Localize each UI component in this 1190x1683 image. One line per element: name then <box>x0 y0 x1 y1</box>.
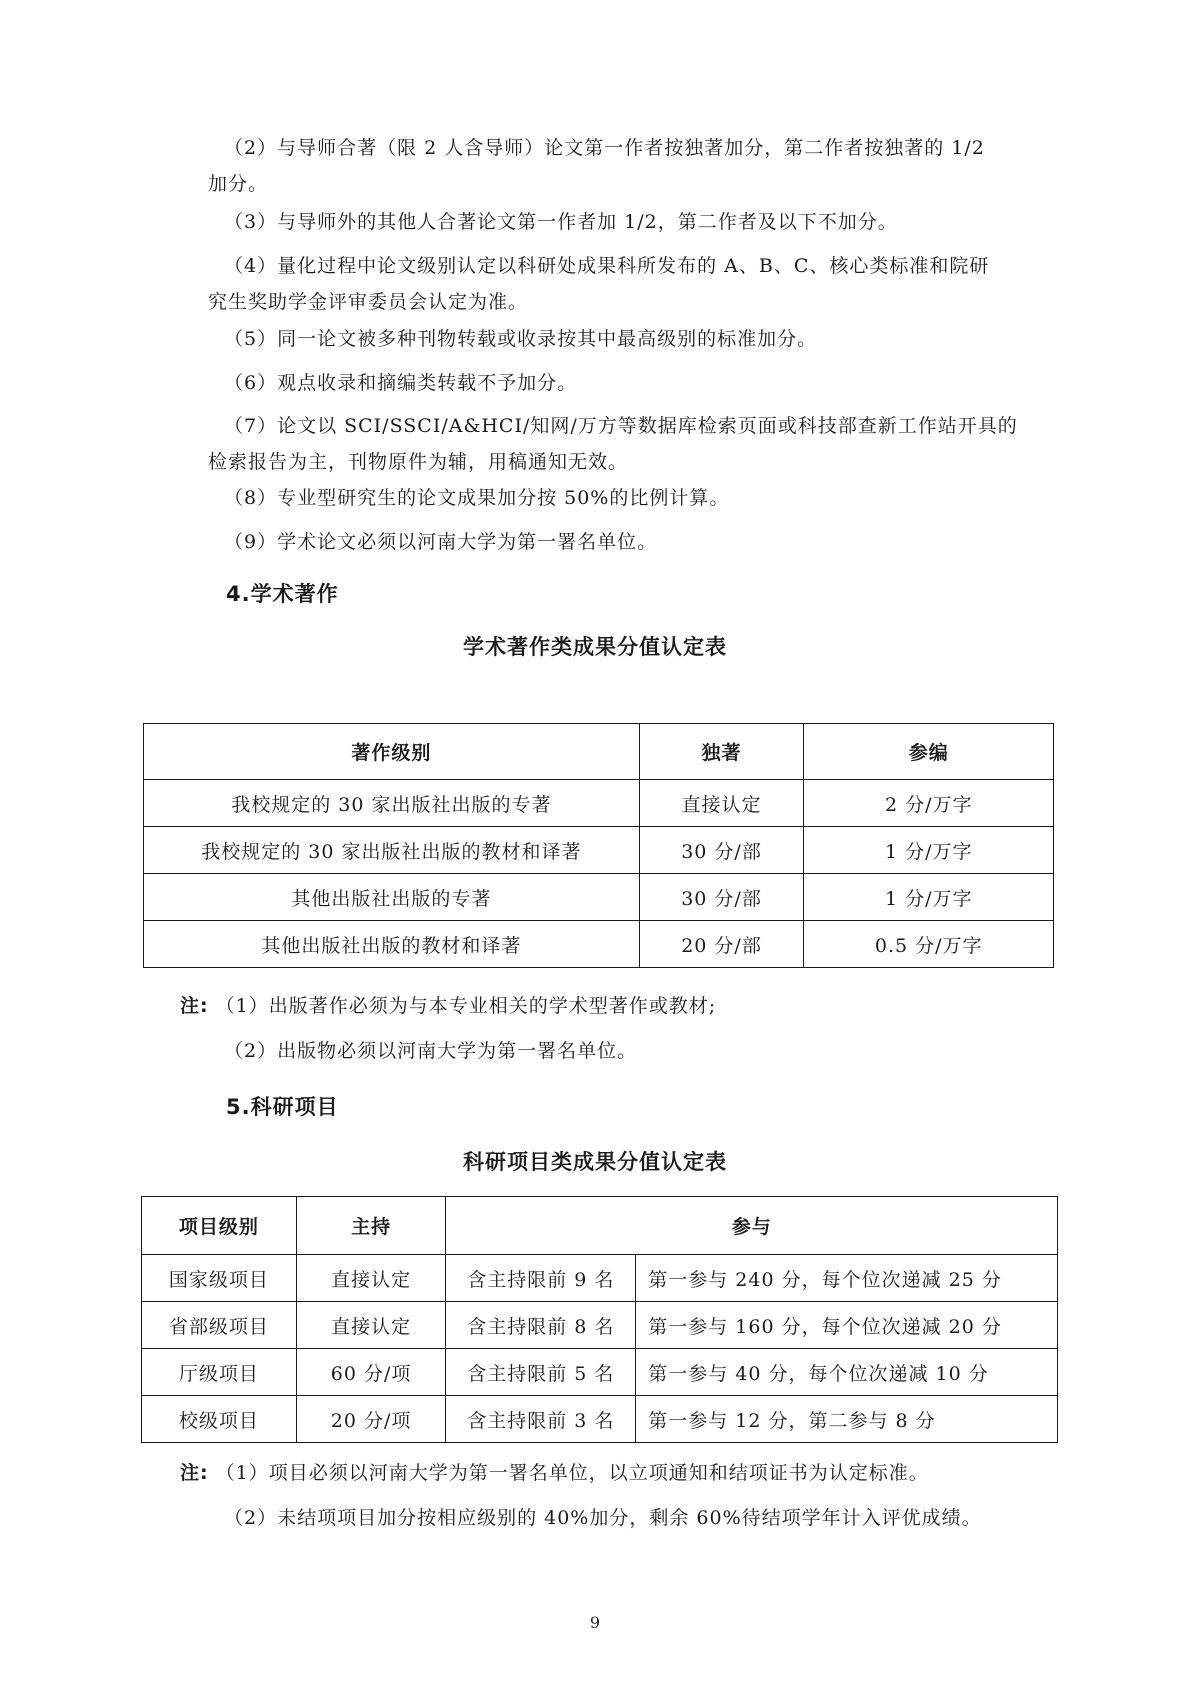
table-cell: 20 分/部 <box>639 921 804 968</box>
table-row <box>142 1302 1058 1349</box>
paper-rule-6: （6）观点收录和摘编类转载不予加分。 <box>224 372 578 394</box>
paper-rule-2 <box>208 130 1014 202</box>
table-cell: 0.5 分/万字 <box>804 921 1054 968</box>
table-row <box>142 1255 1058 1302</box>
table-cell: 其他出版社出版的教材和译著 <box>144 921 640 968</box>
header-participate: 参与 <box>446 1197 1058 1255</box>
header-project-level: 项目级别 <box>142 1197 297 1255</box>
section-5-table-title: 科研项目类成果分值认定表 <box>463 1150 727 1174</box>
paper-rule-4-line1: （4）量化过程中论文级别认定以科研处成果科所发布的 A、B、C、核心类标准和院研 <box>224 255 990 277</box>
note-label: 注: <box>180 995 209 1017</box>
section-4-note-1 <box>180 988 970 1024</box>
paper-rule-4 <box>208 248 1014 320</box>
paper-rule-4-line2: 究生奖助学金评审委员会认定为准。 <box>208 291 529 313</box>
table-cell: 我校规定的 30 家出版社出版的教材和译著 <box>144 827 640 874</box>
header-host: 主持 <box>296 1197 446 1255</box>
table-cell: 含主持限前 3 名 <box>446 1396 636 1443</box>
table-header-row <box>142 1197 1058 1255</box>
section-5-note-2: （2）未结项项目加分按相应级别的 40%加分，剩余 60%待结项学年计入评优成绩。 <box>224 1507 982 1529</box>
table-row <box>142 1349 1058 1396</box>
paper-rule-8: （8）专业型研究生的论文成果加分按 50%的比例计算。 <box>224 487 730 509</box>
header-book-level: 著作级别 <box>144 724 640 780</box>
table-row <box>144 921 1054 968</box>
section-5-note-1 <box>180 1455 970 1491</box>
table-row <box>144 874 1054 921</box>
table-cell: 国家级项目 <box>142 1255 297 1302</box>
table-cell: 第一参与 12 分，第二参与 8 分 <box>636 1396 1058 1443</box>
table-cell: 60 分/项 <box>296 1349 446 1396</box>
table-row <box>144 827 1054 874</box>
table-cell: 我校规定的 30 家出版社出版的专著 <box>144 780 640 827</box>
table-cell: 2 分/万字 <box>804 780 1054 827</box>
table-cell: 30 分/部 <box>639 874 804 921</box>
paper-rule-2-line2: 加分。 <box>208 173 269 195</box>
paper-rule-3: （3）与导师外的其他人合著论文第一作者加 1/2，第二作者及以下不加分。 <box>224 211 898 233</box>
paper-rule-7 <box>208 408 1018 480</box>
projects-score-table <box>141 1196 1058 1443</box>
table-header-row <box>144 724 1054 780</box>
table-cell: 1 分/万字 <box>804 827 1054 874</box>
note-label: 注: <box>180 1462 209 1484</box>
section-4-note-2: （2）出版物必须以河南大学为第一署名单位。 <box>224 1040 638 1062</box>
table-cell: 直接认定 <box>639 780 804 827</box>
table-cell: 直接认定 <box>296 1255 446 1302</box>
table-row <box>144 780 1054 827</box>
books-score-table <box>143 723 1054 968</box>
paper-rule-7-line1: （7）论文以 SCI/SSCI/A&HCI/知网/万方等数据库检索页面或科技部查新工作站开具的 <box>224 415 1018 437</box>
page-number: 9 <box>589 1613 601 1632</box>
table-cell: 含主持限前 9 名 <box>446 1255 636 1302</box>
table-cell: 直接认定 <box>296 1302 446 1349</box>
section-4-table-title: 学术著作类成果分值认定表 <box>463 635 727 659</box>
table-cell: 校级项目 <box>142 1396 297 1443</box>
table-cell: 第一参与 40 分，每个位次递减 10 分 <box>636 1349 1058 1396</box>
table-cell: 20 分/项 <box>296 1396 446 1443</box>
table-cell: 省部级项目 <box>142 1302 297 1349</box>
table-row <box>142 1396 1058 1443</box>
paper-rule-5: （5）同一论文被多种刊物转载或收录按其中最高级别的标准加分。 <box>224 328 818 350</box>
table-cell: 第一参与 240 分，每个位次递减 25 分 <box>636 1255 1058 1302</box>
paper-rule-7-line2: 检索报告为主，刊物原件为辅，用稿通知无效。 <box>208 451 629 473</box>
table-cell: 30 分/部 <box>639 827 804 874</box>
table-cell: 含主持限前 5 名 <box>446 1349 636 1396</box>
paper-rule-9: （9）学术论文必须以河南大学为第一署名单位。 <box>224 531 658 553</box>
table-cell: 厅级项目 <box>142 1349 297 1396</box>
table-cell: 其他出版社出版的专著 <box>144 874 640 921</box>
header-co-author: 参编 <box>804 724 1054 780</box>
section-5-heading: 5.科研项目 <box>226 1095 339 1119</box>
note-text: （1）出版著作必须为与本专业相关的学术型著作或教材; <box>215 995 717 1017</box>
table-cell: 1 分/万字 <box>804 874 1054 921</box>
header-sole-author: 独著 <box>639 724 804 780</box>
paper-rule-2-line1: （2）与导师合著（限 2 人含导师）论文第一作者按独著加分，第二作者按独著的 1/2 <box>224 137 985 159</box>
table-cell: 第一参与 160 分，每个位次递减 20 分 <box>636 1302 1058 1349</box>
table-cell: 含主持限前 8 名 <box>446 1302 636 1349</box>
note-text: （1）项目必须以河南大学为第一署名单位，以立项通知和结项证书为认定标准。 <box>215 1462 929 1484</box>
section-4-heading: 4.学术著作 <box>226 582 339 606</box>
